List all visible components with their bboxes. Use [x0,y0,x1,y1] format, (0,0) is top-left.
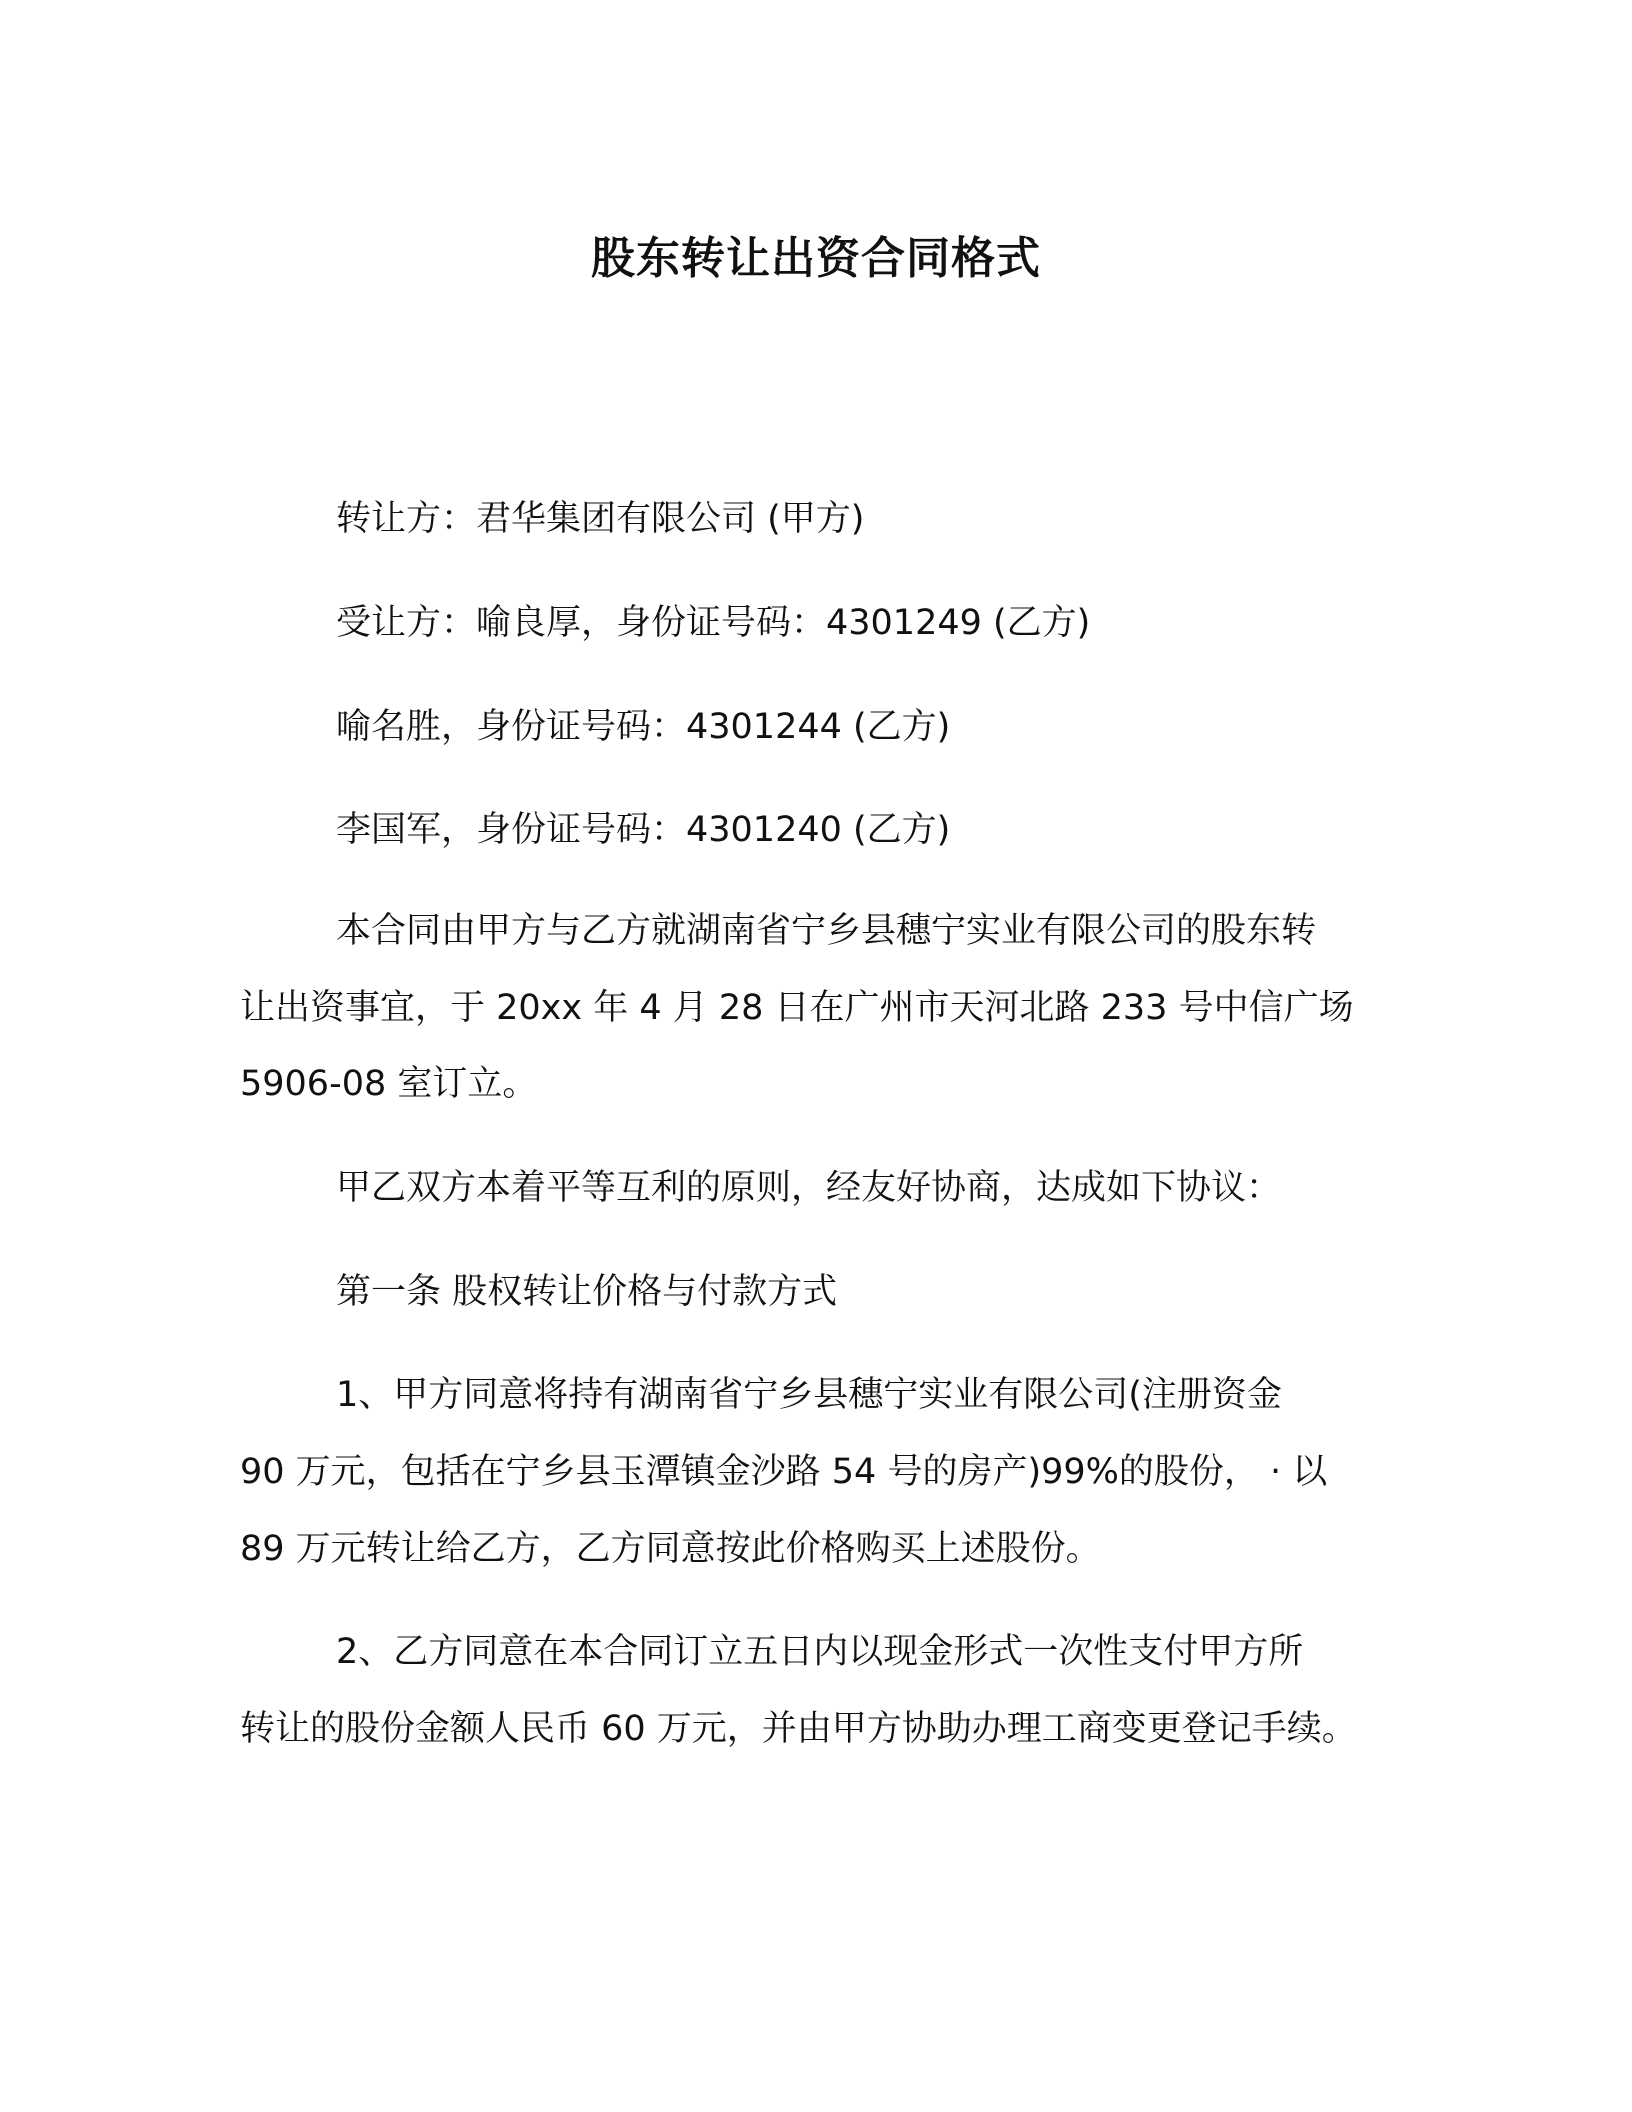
document-title: 股东转让出资合同格式 [591,233,1041,284]
preamble-line-3: 5906-08 室订立。 [240,1064,538,1104]
clause-2-line-2: 转让的股份金额人民币 60 万元，并由甲方协助办理工商变更登记手续。 [240,1709,1357,1749]
clause-1-line-3: 89 万元转让给乙方，乙方同意按此价格购买上述股份。 [240,1529,1101,1569]
preamble-line-1: 本合同由甲方与乙方就湖南省宁乡县穗宁实业有限公司的股东转 [336,911,1317,951]
transferee-line-1: 受让方：喻良厚，身份证号码：4301249 (乙方) [336,603,1091,643]
preamble-line-2: 让出资事宜，于 20xx 年 4 月 28 日在广州市天河北路 233 号中信广场 [240,988,1354,1028]
clause-1-line-1: 1、甲方同意将持有湖南省宁乡县穗宁实业有限公司(注册资金 [336,1375,1282,1415]
clause-2-line-1: 2、乙方同意在本合同订立五日内以现金形式一次性支付甲方所 [336,1632,1304,1672]
agreement-intro-line: 甲乙双方本着平等互利的原则，经友好协商，达成如下协议： [336,1168,1282,1208]
article-one-heading: 第一条 股权转让价格与付款方式 [336,1272,838,1312]
transferor-line: 转让方：君华集团有限公司 (甲方) [336,499,865,539]
clause-1-line-2: 90 万元，包括在宁乡县玉潭镇金沙路 54 号的房产)99%的股份， · 以 [240,1452,1328,1492]
transferee-line-3: 李国军，身份证号码：4301240 (乙方) [336,810,951,850]
transferee-line-2: 喻名胜，身份证号码：4301244 (乙方) [336,707,951,747]
